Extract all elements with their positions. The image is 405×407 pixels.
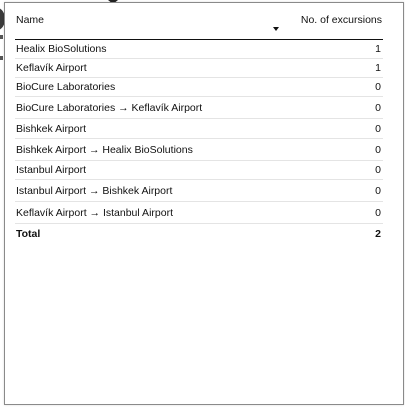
row-count: 1 bbox=[271, 59, 383, 78]
row-count: 0 bbox=[271, 78, 383, 97]
total-label: Total bbox=[15, 224, 271, 245]
excursions-column-header[interactable] bbox=[271, 11, 383, 40]
table-row bbox=[15, 40, 383, 59]
total-count: 2 bbox=[271, 224, 383, 245]
row-name: Healix BioSolutions bbox=[15, 40, 271, 59]
sort-descending-icon bbox=[273, 27, 279, 31]
row-count: 0 bbox=[271, 119, 383, 139]
excursions-column-label: No. of excursions bbox=[300, 14, 382, 26]
excursions-table bbox=[15, 11, 383, 244]
row-name: Bishkek Airport bbox=[15, 119, 271, 139]
row-count: 0 bbox=[271, 161, 383, 180]
row-name: Istanbul Airport → Bishkek Airport bbox=[15, 180, 271, 202]
table-row bbox=[15, 59, 383, 78]
row-count: 0 bbox=[271, 139, 383, 161]
row-count: 0 bbox=[271, 180, 383, 202]
row-name: Bishkek Airport → Healix BioSolutions bbox=[15, 139, 271, 161]
excursions-popup bbox=[4, 2, 404, 405]
row-count: 1 bbox=[271, 40, 383, 59]
row-count: 0 bbox=[271, 97, 383, 119]
table-row bbox=[15, 119, 383, 139]
row-name: Keflavík Airport bbox=[15, 59, 271, 78]
total-row bbox=[15, 224, 383, 245]
row-count: 0 bbox=[271, 202, 383, 224]
row-name: Istanbul Airport bbox=[15, 161, 271, 180]
row-name: BioCure Laboratories bbox=[15, 78, 271, 97]
table-header-row bbox=[15, 11, 383, 40]
background-fragment bbox=[0, 56, 3, 60]
table-row bbox=[15, 161, 383, 180]
table-row bbox=[15, 78, 383, 97]
row-name: BioCure Laboratories → Keflavík Airport bbox=[15, 97, 271, 119]
table-row bbox=[15, 139, 383, 161]
table-row bbox=[15, 202, 383, 224]
table-row bbox=[15, 180, 383, 202]
row-name: Keflavík Airport → Istanbul Airport bbox=[15, 202, 271, 224]
table-row bbox=[15, 97, 383, 119]
name-column-header[interactable]: Name bbox=[15, 11, 271, 40]
background-fragment bbox=[0, 35, 3, 39]
